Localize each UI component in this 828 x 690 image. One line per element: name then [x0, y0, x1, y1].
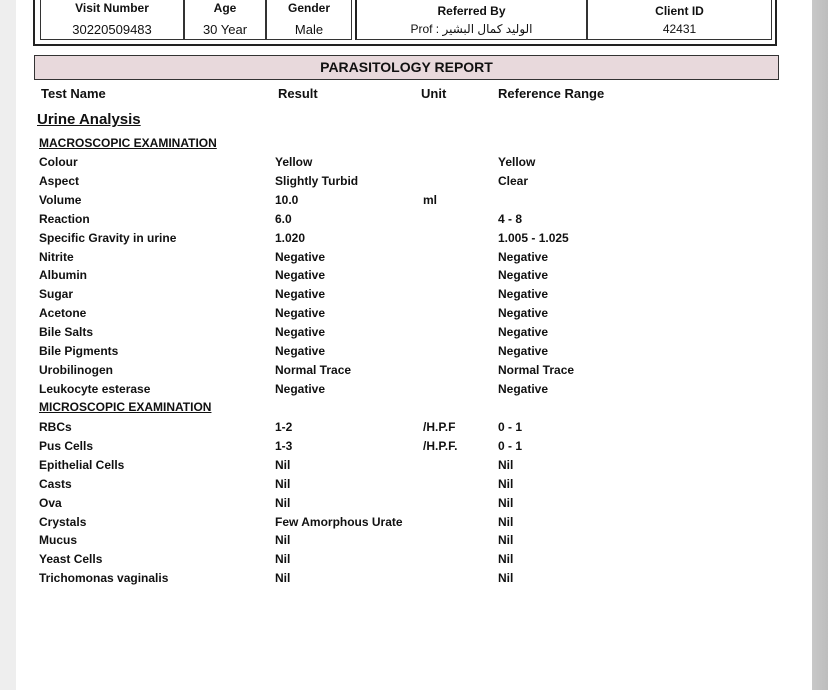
- test-name-cell: Volume: [39, 192, 82, 207]
- table-row: [16, 496, 812, 514]
- result-cell: Nil: [275, 571, 291, 586]
- referred-by-value: Prof : الوليد كمال البشير: [410, 22, 533, 36]
- result-cell: 10.0: [275, 192, 299, 207]
- table-row: [16, 439, 812, 457]
- visit-number-value: 30220509483: [72, 22, 152, 37]
- report-page: [16, 0, 812, 690]
- report-title: PARASITOLOGY REPORT: [34, 55, 779, 80]
- result-cell: Nil: [275, 457, 291, 472]
- referred-by-cell: [355, 0, 587, 40]
- unit-cell: /H.P.F.: [423, 438, 458, 453]
- reference-range-cell: Nil: [498, 552, 514, 567]
- microscopic-heading: MICROSCOPIC EXAMINATION: [39, 400, 212, 414]
- table-row: [16, 533, 812, 551]
- reference-range-cell: Negative: [498, 287, 549, 302]
- result-cell: Negative: [275, 268, 326, 283]
- gender-cell: [266, 0, 352, 40]
- age-cell: [184, 0, 266, 40]
- result-cell: Slightly Turbid: [275, 173, 359, 188]
- page-shadow-right: [812, 0, 828, 690]
- reference-range-cell: Nil: [498, 495, 514, 510]
- reference-range-cell: Nil: [498, 533, 514, 548]
- visit-number-cell: [40, 0, 184, 40]
- table-row: [16, 477, 812, 495]
- reference-range-cell: Normal Trace: [498, 362, 575, 377]
- client-id-value: 42431: [662, 22, 697, 36]
- table-row: [16, 250, 812, 268]
- result-cell: Nil: [275, 552, 291, 567]
- test-name-cell: Trichomonas vaginalis: [39, 571, 169, 586]
- result-cell: 6.0: [275, 211, 292, 226]
- table-row: [16, 287, 812, 305]
- test-name-cell: Sugar: [39, 287, 74, 302]
- test-name-cell: RBCs: [39, 420, 72, 434]
- test-name-cell: Albumin: [39, 268, 87, 283]
- result-cell: Negative: [275, 287, 326, 302]
- table-row: [16, 306, 812, 324]
- reference-range-cell: Nil: [498, 457, 514, 472]
- test-name-cell: Yeast Cells: [39, 552, 103, 567]
- table-row: [16, 325, 812, 343]
- table-row: [16, 420, 812, 438]
- reference-range-cell: 1.005 - 1.025: [498, 230, 569, 245]
- test-name-cell: Bile Salts: [39, 325, 94, 340]
- reference-range-cell: 4 - 8: [498, 211, 523, 226]
- table-row: [16, 231, 812, 249]
- result-cell: Negative: [275, 249, 326, 264]
- column-header-reference-range: Reference Range: [498, 86, 605, 101]
- age-value: 30 Year: [202, 22, 248, 37]
- result-cell: Nil: [275, 476, 291, 491]
- result-cell: Normal Trace: [275, 362, 352, 377]
- reference-range-cell: Yellow: [498, 155, 536, 169]
- test-name-cell: Acetone: [39, 306, 87, 321]
- test-name-cell: Epithelial Cells: [39, 457, 125, 472]
- test-name-cell: Bile Pigments: [39, 344, 119, 358]
- table-row: [16, 155, 812, 173]
- column-header-unit: Unit: [421, 86, 447, 101]
- test-name-cell: Urobilinogen: [39, 362, 113, 377]
- unit-cell: /H.P.F: [423, 420, 456, 434]
- test-name-cell: Casts: [39, 476, 72, 491]
- table-row: [16, 552, 812, 570]
- reference-range-cell: Negative: [498, 344, 549, 358]
- visit-number-label: Visit Number: [75, 1, 149, 15]
- result-cell: 1-2: [275, 420, 293, 434]
- test-name-cell: Nitrite: [39, 249, 74, 264]
- reference-range-cell: 0 - 1: [498, 438, 523, 453]
- referred-by-label: Referred By: [437, 4, 506, 18]
- reference-range-cell: Negative: [498, 306, 549, 321]
- client-id-cell: [587, 0, 772, 40]
- test-name-cell: Colour: [39, 155, 78, 169]
- table-row: [16, 363, 812, 381]
- result-cell: Few Amorphous Urate: [275, 514, 403, 529]
- age-label: Age: [213, 1, 237, 15]
- result-cell: 1.020: [275, 230, 306, 245]
- test-name-cell: Aspect: [39, 173, 80, 188]
- test-name-cell: Ova: [39, 495, 62, 510]
- table-row: [16, 174, 812, 192]
- table-row: [16, 268, 812, 286]
- column-header-result: Result: [278, 86, 318, 101]
- reference-range-cell: Negative: [498, 381, 549, 396]
- gender-label: Gender: [287, 1, 330, 15]
- unit-cell: ml: [423, 192, 438, 207]
- table-row: [16, 571, 812, 589]
- result-cell: Negative: [275, 381, 326, 396]
- test-name-cell: Mucus: [39, 533, 78, 548]
- reference-range-cell: Nil: [498, 514, 514, 529]
- table-row: [16, 458, 812, 476]
- result-cell: Negative: [275, 344, 326, 358]
- reference-range-cell: Negative: [498, 268, 549, 283]
- test-name-cell: Pus Cells: [39, 438, 94, 453]
- gender-value: Male: [294, 22, 324, 37]
- page-shadow-left: [0, 0, 16, 690]
- column-header-test-name: Test Name: [41, 86, 106, 101]
- result-cell: 1-3: [275, 438, 293, 453]
- macroscopic-heading: MACROSCOPIC EXAMINATION: [39, 136, 217, 150]
- test-name-cell: Specific Gravity in urine: [39, 230, 177, 245]
- reference-range-cell: Negative: [498, 325, 549, 340]
- table-row: [16, 344, 812, 362]
- test-name-cell: Crystals: [39, 514, 87, 529]
- reference-range-cell: Negative: [498, 249, 549, 264]
- result-cell: Nil: [275, 533, 291, 548]
- table-row: [16, 515, 812, 533]
- reference-range-cell: Nil: [498, 476, 514, 491]
- result-cell: Negative: [275, 306, 326, 321]
- result-cell: Nil: [275, 495, 291, 510]
- patient-info-box: [33, 0, 777, 46]
- table-row: [16, 212, 812, 230]
- test-name-cell: Reaction: [39, 211, 90, 226]
- table-row: [16, 193, 812, 211]
- reference-range-cell: 0 - 1: [498, 420, 523, 434]
- table-row: [16, 382, 812, 400]
- section-title-urine-analysis: Urine Analysis: [37, 111, 141, 128]
- client-id-label: Client ID: [655, 4, 704, 18]
- reference-range-cell: Nil: [498, 571, 514, 586]
- reference-range-cell: Clear: [498, 173, 529, 188]
- result-cell: Negative: [275, 325, 326, 340]
- result-cell: Yellow: [275, 155, 313, 169]
- test-name-cell: Leukocyte esterase: [39, 381, 151, 396]
